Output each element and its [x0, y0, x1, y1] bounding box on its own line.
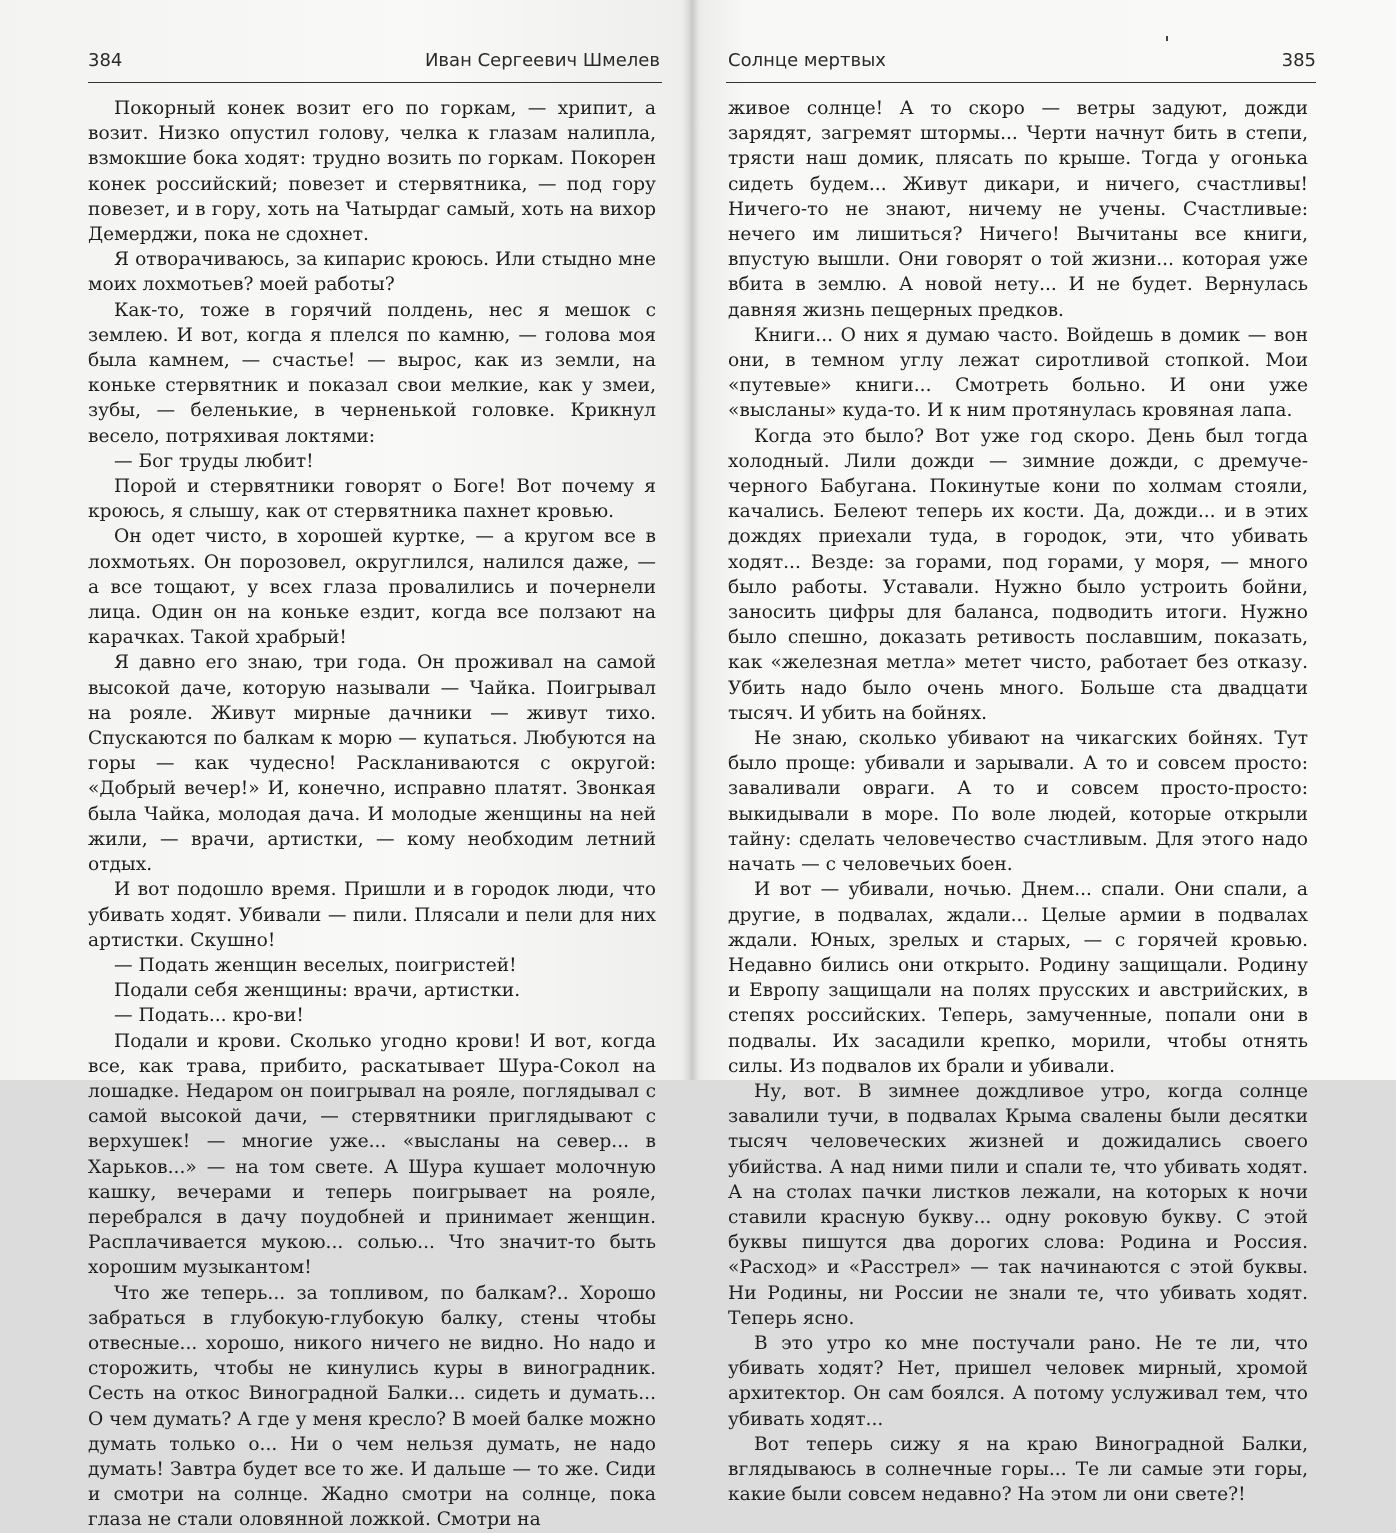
page-number: 385: [1281, 50, 1316, 71]
paragraph: И вот — убивали, ночью. Днем... спали. Они спали, а другие, в подвалах, ждали... Целые армии в подвалах ждали. Юных, зрелых и старых, — с горячей кровью. Недавно бились они открыто. Родину защищали. Родину и Европу защищали на полях прусских и австрийских, в степях российских. Теперь, замученные, попали они в подвалы. Их засадили крепко, морили, чтобы отнять силы. Из подвалов их брали и убивали.: [728, 879, 1308, 1077]
running-title-author: Иван Сергеевич Шмелев: [424, 50, 660, 71]
paragraph: Не знаю, сколько убивают на чикагских бойнях. Тут было проще: убивали и зарывали. А то и совсем просто: заваливали овраги. А то и совсем просто-просто: выкидывали в море. По воле людей, которые открыли тайну: сделать человечество счастливым. Для этого надо начать — с человечьих боен.: [728, 728, 1308, 876]
paragraph: — Подать... кро-ви!: [114, 1005, 304, 1027]
paragraph: Вот теперь сижу я на краю Виноградной Балки, вглядываюсь в солнечные горы... Те ли самые эти горы, какие были совсем недавно? На этом ли они свете?!: [728, 1433, 1308, 1506]
paragraph: — Бог труды любит!: [114, 450, 314, 472]
paragraph: И вот подошло время. Пришли и в городок люди, что убивать ходят. Убивали — пили. Плясали и пели для них артистки. Скушно!: [88, 879, 656, 951]
paragraph: Он одет чисто, в хорошей куртке, — а кругом все в лохмотьях. Он порозовел, округлился, налился даже, — а все тощают, у всех глаза провалились и почернели лица. Один он на коньке ездит, когда все ползают на карачках. Такой храбрый!: [88, 526, 656, 649]
paragraph: Я давно его знаю, три года. Он проживал на самой высокой даче, которую называли — Чайка. Поигрывал на рояле. Живут мирные дачники — живут тихо. Спускаются по балкам к морю — купаться. Любуются на горы — как чудесно! Раскланиваются с округой: «Добрый вечер!» И, конечно, исправно платят. Звонкая была Чайка, молодая дача. И молодые женщины на ней жили, — врачи, артистки, — кому необходим летний отдых.: [88, 652, 656, 876]
paragraph: Что же теперь... за топливом, по балкам?.. Хорошо забраться в глубокую-глубокую балку, стены чтобы отвесные... хорошо, никого ничего не видно. Но надо и сторожить, чтобы не кинулись куры в виноградник. Сесть на откос Виноградной Балки... сидеть и думать... О чем думать? А где у меня кресло? В моей балке можно думать только о... Ни о чем нельзя думать, не надо думать! Завтра будет все то же. И дальше — то же. Сиди и смотри на солнце. Жадно смотри на солнце, пока глаза не стали оловянной ложкой. Смотри на: [88, 1282, 656, 1531]
paragraph: Как-то, тоже в горячий полдень, нес я мешок с землею. И вот, когда я плелся по камню, — голова моя была камнем, — счастье! — вырос, как из земли, на коньке стервятник и показал свои мелкие, как у змеи, зубы, — беленькие, в черненькой головке. Крикнул весело, потряхивая локтями:: [88, 299, 656, 447]
paragraph: Покорный конек возит его по горкам, — хрипит, а возит. Низко опустил голову, челка к глазам налипла, взмокшие бока ходят: трудно возить по горкам. Покорен конек российский; повезет и стервятника, — под гору повезет, и в гору, хоть на Чатырдаг самый, хоть на вихор Демерджи, пока не сдохнет.: [88, 98, 656, 246]
running-title-work: Солнце мертвых: [728, 50, 886, 71]
paragraph: Когда это было? Вот уже год скоро. День был тогда холодный. Лили дожди — зимние дожди, с дремуче-черного Бабугана. Покинутые кони по холмам стояли, качались. Белеют теперь их кости. Да, дожди... и в этих дождях приехали туда, в городок, эти, что убивать ходят... Везде: за горами, под горами, у моря, — много было работы. Уставали. Нужно было устроить бойни, заносить цифры для баланса, подводить итоги. Нужно было спешно, доказать ретивость пославшим, показать, как «железная метла» метет чисто, работает без отказу. Убить надо было очень много. Больше ста двадцати тысяч. И убить на бойнях.: [728, 425, 1308, 724]
paragraph: Порой и стервятники говорят о Боге! Вот почему я кроюсь, я слышу, как от стервятника пахнет кровью.: [88, 476, 656, 523]
paragraph: живое солнце! А то скоро — ветры задуют, дожди зарядят, загремят штормы... Черти начнут бить в степи, трясти наш домик, плясать по крыше. Тогда у огонька сидеть будем... Живут дикари, и ничего, счастливы! Ничего-то не знают, ничему не учены. Счастливые: нечего им лишиться? Ничего! Вычитаны все книги, впустую вышли. Они говорят о той жизни... которая уже вбита в землю. А новой нету... И не будет. Вернулась давняя жизнь пещерных предков.: [728, 98, 1308, 321]
header-rule: [88, 82, 662, 83]
paragraph: В это утро ко мне постучали рано. Не те ли, что убивать ходят? Нет, пришел человек мирный, хромой архитектор. Он сам боялся. А потому услуживал тем, что убивать ходят...: [728, 1332, 1308, 1430]
book-gutter: [682, 0, 700, 1080]
body-text: [88, 96, 656, 1533]
paragraph: Подали и крови. Сколько угодно крови! И вот, когда все, как трава, прибито, раскатывает Шура-Сокол на лошадке. Недаром он поигрывал на рояле, поглядывал с самой высокой дачи, — стервятники приглядывают с верхушек! — многие уже... «высланы на север... в Харьков...» — на том свете. А Шура кушает молочную кашку, вечерами и теперь поигрывает на рояле, перебрался в дачу поудобней и принимает женщин. Расплачивается мукою... солью... Что значит-то быть хорошим музыкантом!: [88, 1030, 656, 1279]
left-page: [0, 0, 690, 1531]
body-text: [728, 96, 1308, 1507]
paragraph: Ну, вот. В зимнее дождливое утро, когда солнце завалили тучи, в подвалах Крыма свалены были десятки тысяч человеческих жизней и дожидались своего убийства. А над ними пили и спали те, что убивать ходят. А на столах пачки листков лежали, на которых к ночи ставили красную букву... одну роковую букву. С этой буквы пишутся два дорогих слова: Родина и Россия. «Расход» и «Расстрел» — так начинаются с этой буквы. Ни Родины, ни России не знали те, что убивать ходят. Теперь ясно.: [728, 1080, 1308, 1329]
paragraph: Подали себя женщины: врачи, артистки.: [114, 980, 521, 1002]
print-speck: [1166, 36, 1168, 41]
paragraph: Книги... О них я думаю часто. Войдешь в домик — вон они, в темном углу лежат сиротливой стопкой. Мои «путевые» книги... Смотреть больно. И они уже «высланы» куда-то. И к ним протянулась кровяная лапа.: [728, 324, 1308, 422]
right-page: [690, 0, 1396, 1506]
paragraph: Я отворачиваюсь, за кипарис кроюсь. Или стыдно мне моих лохмотьев? моей работы?: [88, 249, 656, 296]
paragraph: — Подать женщин веселых, поигристей!: [114, 954, 517, 976]
header-rule: [726, 82, 1316, 83]
page-number: 384: [88, 50, 123, 71]
